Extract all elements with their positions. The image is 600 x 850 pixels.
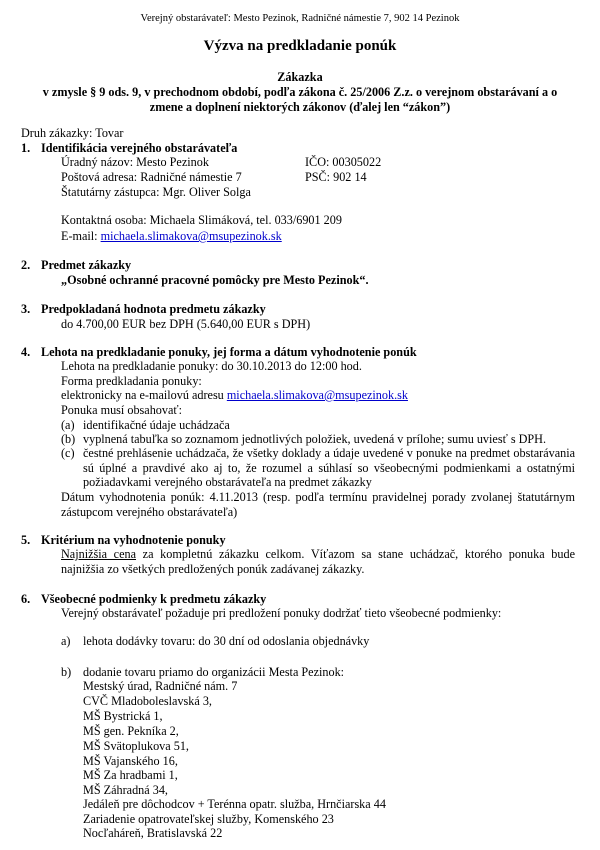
- submission-email-line: [61, 388, 408, 403]
- contact-person: Kontaktná osoba: Michaela Slimáková, tel. 033/6901 209: [61, 213, 342, 227]
- criterion-text: [61, 547, 575, 577]
- delivery-place: Nocľaháreň, Bratislavská 22: [83, 826, 223, 840]
- delivery-place: Zariadenie opatrovateľskej služby, Komenského 23: [83, 812, 334, 826]
- subtitle-line-1: v zmysle § 9 ods. 9, v prechodnom období, podľa zákona č. 25/2006 Z.z. o verejnom obstarávaní a o: [42, 85, 558, 99]
- delivery-place: MŠ Vajanského 16,: [83, 754, 178, 768]
- section-1-number: 1.: [21, 141, 31, 155]
- ico: IČO: 00305022: [305, 155, 382, 169]
- estimated-value: do 4.700,00 EUR bez DPH (5.640,00 EUR s DPH): [61, 317, 311, 331]
- postal-address: Poštová adresa: Radničné námestie 7: [61, 170, 242, 184]
- subtitle: Zákazka: [277, 70, 323, 84]
- section-5-number: 5.: [21, 533, 31, 547]
- statutory-representative: Štatutárny zástupca: Mgr. Oliver Solga: [61, 185, 251, 199]
- item-a-mark: (a): [61, 418, 75, 432]
- section-1-heading: Identifikácia verejného obstarávateľa: [41, 141, 238, 155]
- deadline: Lehota na predkladanie ponuky: do 30.10.2013 do 12:00 hod.: [61, 359, 362, 373]
- form-label: Forma predkladania ponuky:: [61, 374, 202, 388]
- submission-email-text: elektronicky na e-mailovú adresu: [61, 388, 227, 402]
- must-contain: Ponuka musí obsahovať:: [61, 403, 182, 417]
- item-a-text: identifikačné údaje uchádzača: [83, 418, 230, 432]
- item-c-mark: (c): [61, 446, 75, 460]
- delivery-place: MŠ gen. Pekníka 2,: [83, 724, 179, 738]
- condition-a-text: lehota dodávky tovaru: do 30 dní od odoslania objednávky: [83, 634, 370, 648]
- condition-b-mark: b): [61, 665, 72, 679]
- email-label: E-mail:: [61, 229, 101, 243]
- section-3-number: 3.: [21, 302, 31, 316]
- section-4-heading: Lehota na predkladanie ponuky, jej forma a dátum vyhodnotenie ponúk: [41, 345, 417, 359]
- delivery-place: MŠ Bystrická 1,: [83, 709, 163, 723]
- item-b-text: vyplnená tabuľka so zoznamom jednotlivých položiek, uvedená v prílohe; sumu uviesť s DPH.: [83, 432, 547, 446]
- delivery-place: MŠ Za hradbami 1,: [83, 768, 178, 782]
- section-6-heading: Všeobecné podmienky k predmetu zákazky: [41, 592, 267, 606]
- delivery-place: MŠ Záhradná 34,: [83, 783, 168, 797]
- item-c-text: čestné prehlásenie uchádzača, že všetky doklady a údaje uvedené v ponuke na predmet obstarávania sú úplné a pravdivé ako aj to, že rozumel a súhlasí so všeobecnými podmienkami a ostatnými požiadavkami verejného obstarávateľa na predmet zákazky: [83, 446, 575, 489]
- delivery-place: MŠ Svätoplukova 51,: [83, 739, 189, 753]
- section-5-heading: Kritérium na vyhodnotenie ponuky: [41, 533, 226, 547]
- delivery-place: Mestský úrad, Radničné nám. 7: [83, 679, 238, 693]
- lowest-price: Najnižšia cena: [61, 547, 137, 561]
- section-2-number: 2.: [21, 258, 31, 272]
- official-name: Úradný názov: Mesto Pezinok: [61, 155, 209, 169]
- conditions-intro: Verejný obstarávateľ požaduje pri predložení ponuky dodržať tieto všeobecné podmienky:: [61, 606, 502, 620]
- delivery-place: Jedáleň pre dôchodcov + Terénna opatr. služba, Hrnčiarska 44: [83, 797, 386, 811]
- criterion-rest: za kompletnú zákazku celkom. Víťazom sa stane uchádzač, ktorého ponuka bude najnižšia zo všetkých predložených ponúk zadávanej zákazky.: [61, 547, 575, 576]
- section-3-heading: Predpokladaná hodnota predmetu zákazky: [41, 302, 266, 316]
- postal-code: PSČ: 902 14: [305, 170, 367, 184]
- section-2-heading: Predmet zákazky: [41, 258, 132, 272]
- page-title: Výzva na predkladanie ponúk: [203, 38, 397, 54]
- email-line: [61, 229, 282, 244]
- delivery-place: CVČ Mladoboleslavská 3,: [83, 694, 212, 708]
- subject-text: „Osobné ochranné pracovné pomôcky pre Mesto Pezinok“.: [61, 273, 369, 287]
- condition-a-mark: a): [61, 634, 71, 648]
- evaluation-date: Dátum vyhodnotenia ponúk: 4.11.2013 (resp. podľa termínu pravidelnej porady zvolanej štatutárnym zástupcom verejného obstarávateľa): [61, 490, 575, 519]
- contact-email-link[interactable]: michaela.slimakova@msupezinok.sk: [100, 229, 282, 243]
- section-6-number: 6.: [21, 592, 31, 606]
- section-4-number: 4.: [21, 345, 31, 359]
- item-b-mark: (b): [61, 432, 76, 446]
- condition-b-text: dodanie tovaru priamo do organizácii Mesta Pezinok:: [83, 665, 345, 679]
- contract-type: Druh zákazky: Tovar: [21, 126, 124, 140]
- page-header: Verejný obstarávateľ: Mesto Pezinok, Radničné námestie 7, 902 14 Pezinok: [140, 13, 460, 24]
- submission-email-link[interactable]: michaela.slimakova@msupezinok.sk: [226, 388, 408, 402]
- subtitle-line-2: zmene a doplnení niektorých zákonov (ďalej len “zákon”): [149, 100, 451, 114]
